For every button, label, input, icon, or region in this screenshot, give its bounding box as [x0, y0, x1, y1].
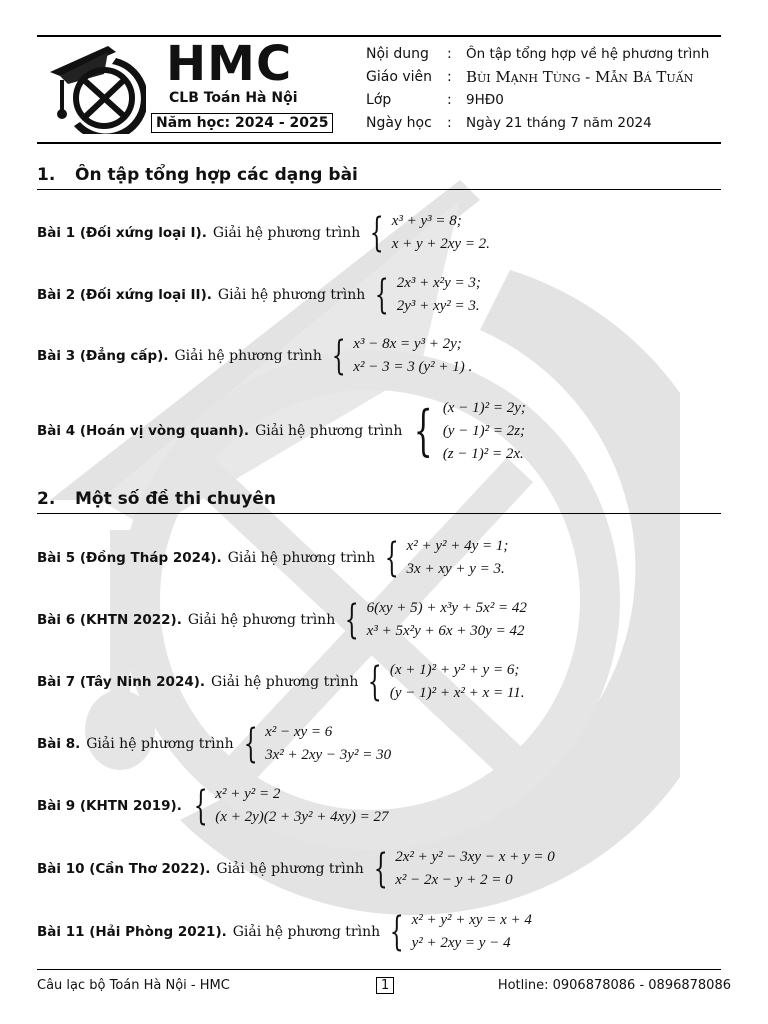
- problem-3: [37, 333, 472, 379]
- equation: 6(xy + 5) + x³y + 5x² = 42: [366, 600, 527, 616]
- problem-instruction: Giải hệ phương trình: [232, 924, 381, 940]
- problem-6: [37, 597, 527, 643]
- club-name: CLB Toán Hà Nội: [169, 90, 298, 106]
- problem-2: [37, 272, 481, 318]
- section-number: 1.: [37, 165, 56, 185]
- equation: x² − 3 = 3 (y² + 1) .: [353, 359, 473, 375]
- equation: x² + y² + 4y = 1;: [406, 538, 509, 554]
- equation-system: [188, 783, 389, 829]
- footer-left: Câu lạc bộ Toán Hà Nội - HMC: [37, 978, 230, 993]
- problem-instruction: Giải hệ phương trình: [255, 423, 403, 439]
- brace-icon: {: [368, 659, 383, 705]
- problem-instruction: Giải hệ phương trình: [174, 348, 322, 364]
- equation-system: [238, 721, 391, 767]
- section-title-text: Ôn tập tổng hợp các dạng bài: [75, 165, 358, 185]
- problem-label: Bài 9 (KHTN 2019).: [37, 798, 182, 814]
- equation: x³ + 5x²y + 6x + 30y = 42: [366, 623, 525, 639]
- equation: (x − 1)² = 2y;: [442, 399, 526, 416]
- header-value-content: Ôn tập tổng hợp về hệ phương trình: [466, 46, 710, 62]
- brace-icon: {: [193, 783, 208, 829]
- top-rule: [37, 35, 721, 37]
- section-title-text: Một số đề thi chuyên: [75, 489, 276, 509]
- equation: (y − 1)² + x² + x = 11.: [389, 685, 525, 701]
- equation: 2x² + y² − 3xy − x + y = 0: [395, 849, 555, 865]
- brace-icon: {: [369, 210, 384, 256]
- header-value-class: 9HĐ0: [466, 92, 504, 108]
- brace-icon: {: [344, 597, 359, 643]
- footer-hotline: Hotline: 0906878086 - 0896878086: [497, 978, 731, 993]
- school-year-box: Năm học: 2024 - 2025: [151, 113, 333, 133]
- equation-system: [362, 659, 524, 705]
- section-1-rule: [37, 189, 721, 190]
- equation: 2y³ + xy² = 3.: [396, 298, 480, 314]
- equation: x + y + 2xy = 2.: [391, 236, 490, 252]
- problem-4: [37, 396, 526, 466]
- problem-label: Bài 11 (Hải Phòng 2021).: [37, 924, 227, 940]
- equation: x² − xy = 6: [265, 724, 333, 740]
- equation-system: [384, 909, 532, 955]
- brace-icon: {: [414, 399, 434, 462]
- equation-system: [368, 846, 555, 892]
- equation: (z − 1)² = 2x.: [442, 445, 524, 462]
- problem-1: [37, 210, 490, 256]
- equation-system: [379, 535, 508, 581]
- equation-system: [369, 272, 481, 318]
- header-label-content: Nội dung: [366, 46, 429, 62]
- colon: :: [447, 115, 452, 131]
- equation-system: [364, 210, 490, 256]
- problem-instruction: Giải hệ phương trình: [216, 861, 364, 877]
- equation: x² + y² + xy = x + 4: [411, 912, 532, 928]
- problem-8: [37, 721, 391, 767]
- brace-icon: {: [373, 846, 388, 892]
- problem-label: Bài 8.: [37, 736, 81, 752]
- problem-9: [37, 783, 389, 829]
- brace-icon: {: [389, 909, 404, 955]
- problem-10: [37, 846, 555, 892]
- equation: x³ − 8x = y³ + 2y;: [353, 336, 462, 352]
- section-2-rule: [37, 513, 721, 514]
- header-value-date: Ngày 21 tháng 7 năm 2024: [466, 115, 652, 131]
- brace-icon: {: [331, 333, 346, 379]
- equation: x² + y² = 2: [215, 786, 281, 802]
- section-number: 2.: [37, 489, 56, 509]
- brand-title: HMC: [166, 36, 293, 92]
- problem-label: Bài 7 (Tây Ninh 2024).: [37, 674, 206, 690]
- problem-instruction: Giải hệ phương trình: [212, 225, 361, 241]
- equation: (x + 1)² + y² + y = 6;: [389, 662, 520, 678]
- problem-instruction: Giải hệ phương trình: [187, 612, 336, 628]
- hmc-logo-icon: [46, 42, 146, 134]
- problem-label: Bài 1 (Đối xứng loại I).: [37, 225, 207, 241]
- problem-instruction: Giải hệ phương trình: [86, 736, 234, 752]
- problem-label: Bài 5 (Đồng Tháp 2024).: [37, 550, 222, 566]
- problem-label: Bài 4 (Hoán vị vòng quanh).: [37, 423, 250, 439]
- brace-icon: {: [374, 272, 389, 318]
- equation: (x + 2y)(2 + 3y² + 4xy) = 27: [215, 809, 389, 825]
- equation-system: [339, 597, 527, 643]
- header-label-teacher: Giáo viên: [366, 69, 432, 85]
- footer-rule: [37, 969, 721, 970]
- problem-label: Bài 10 (Cần Thơ 2022).: [37, 861, 211, 877]
- problem-5: [37, 535, 508, 581]
- header-rule: [37, 142, 721, 144]
- equation-system: [326, 333, 472, 379]
- header-value-teacher: Bùi Mạnh Tùng - Mẫn Bá Tuấn: [466, 68, 694, 86]
- problem-label: Bài 2 (Đối xứng loại II).: [37, 287, 212, 303]
- equation: 3x + xy + y = 3.: [406, 561, 505, 577]
- problem-instruction: Giải hệ phương trình: [211, 674, 359, 690]
- equation: 2x³ + x²y = 3;: [396, 275, 481, 291]
- section-1-title: [37, 165, 358, 185]
- equation-system: [406, 397, 525, 466]
- brace-icon: {: [243, 721, 258, 767]
- page-number: 1: [376, 977, 394, 994]
- problem-label: Bài 6 (KHTN 2022).: [37, 612, 182, 628]
- equation: x³ + y³ = 8;: [391, 213, 462, 229]
- problem-instruction: Giải hệ phương trình: [227, 550, 376, 566]
- equation: x² − 2x − y + 2 = 0: [395, 872, 513, 888]
- brace-icon: {: [384, 535, 399, 581]
- problem-11: [37, 909, 532, 955]
- problem-label: Bài 3 (Đẳng cấp).: [37, 348, 169, 364]
- header-label-class: Lớp: [366, 92, 392, 108]
- colon: :: [447, 92, 452, 108]
- header-label-date: Ngày học: [366, 115, 432, 131]
- problem-7: [37, 659, 524, 705]
- section-2-title: [37, 489, 276, 509]
- problem-instruction: Giải hệ phương trình: [217, 287, 366, 303]
- equation: y² + 2xy = y − 4: [411, 935, 511, 951]
- colon: :: [447, 46, 452, 62]
- equation: 3x² + 2xy − 3y² = 30: [265, 747, 392, 763]
- equation: (y − 1)² = 2z;: [442, 422, 526, 439]
- colon: :: [447, 69, 452, 85]
